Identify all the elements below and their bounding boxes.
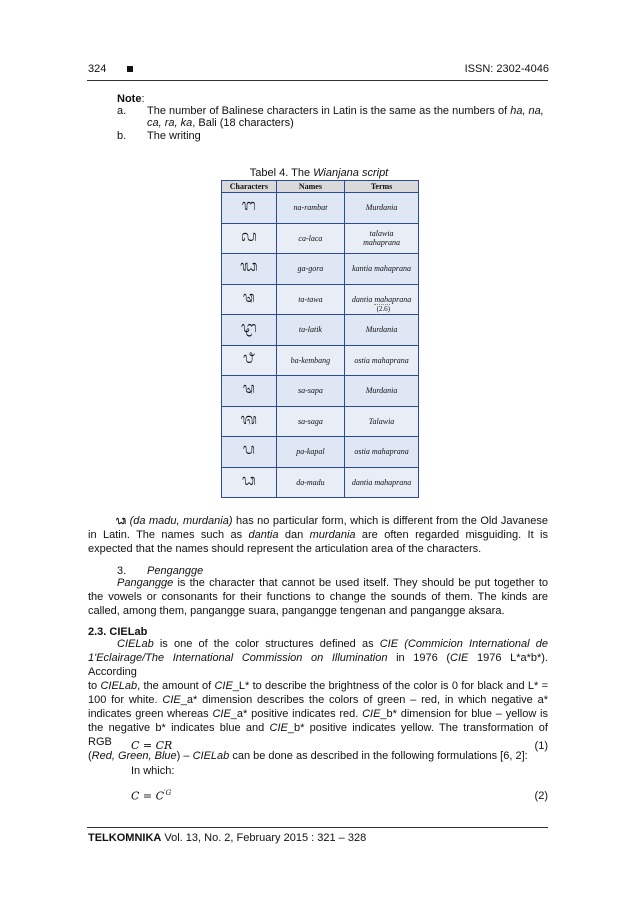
cielab-text-segment: ) – — [176, 750, 193, 762]
section-3-number: 3. — [117, 565, 127, 577]
equation-1-number: (1) — [534, 740, 548, 752]
character-glyph: ᬰ — [222, 406, 277, 437]
da-madu-glyph: ᬥ — [116, 514, 127, 527]
section-heading-cielab: 2.3. CIELab — [88, 626, 148, 638]
character-glyph: ᬱ — [222, 376, 277, 407]
character-term: ostia mahaprana — [345, 345, 419, 376]
cielab-line — [88, 707, 548, 721]
note-a-line2: ca, ra, ka, Bali (18 characters) — [147, 117, 294, 129]
character-name: ta-latik — [276, 315, 344, 346]
note-b-text: The writing — [147, 130, 201, 142]
section-3-title: Pengangge — [147, 565, 204, 577]
equation-1: C = CR — [131, 739, 173, 752]
equation-label: (2.6) — [374, 304, 390, 313]
cielab-text-segment: CIE (Commicion International de — [379, 638, 548, 650]
character-name: da-madu — [276, 467, 344, 498]
cielab-text-segment: _b* dimension for blue – yellow is — [380, 708, 548, 720]
page-number: 324 — [88, 63, 107, 75]
cielab-text-segment: CIELab — [192, 750, 230, 762]
character-glyph: ᬧ — [222, 437, 277, 468]
character-term: ostia mahaprana — [345, 437, 419, 468]
wianjana-table — [221, 180, 419, 498]
in-which-label: In which: — [131, 765, 175, 777]
character-name: pa-kapal — [276, 437, 344, 468]
table-row — [222, 345, 419, 376]
character-glyph: ᬥ — [222, 467, 277, 498]
note-title: Note: — [117, 93, 145, 105]
character-name: ba-kembang — [276, 345, 344, 376]
table-row — [222, 223, 419, 254]
character-glyph: ᬣ — [222, 284, 277, 315]
character-name: na-rambat — [276, 193, 344, 224]
character-term: dantia mahaprana (2.6) — [345, 284, 419, 315]
cielab-text-segment: , the amount of — [137, 680, 215, 692]
cielab-text-segment: Red, Green, Blue — [91, 750, 177, 762]
cielab-text-segment: _b* positive indicates yellow. The transformation of RGB — [88, 722, 548, 748]
header-square-icon — [127, 66, 133, 72]
character-name: sa-sapa — [276, 376, 344, 407]
issn: ISSN: 2302-4046 — [464, 63, 549, 75]
cielab-text-segment: CIE — [269, 722, 288, 734]
cielab-text-segment: _a* dimension describes the colors of green – red, in which negative a* — [180, 694, 549, 706]
note-a-line1: The number of Balinese characters in Latin is the same as the numbers of ha, na, — [147, 105, 544, 117]
character-name: sa-saga — [276, 406, 344, 437]
cielab-text-segment: to — [88, 680, 101, 692]
table-row — [222, 406, 419, 437]
header-names: Names — [276, 181, 344, 193]
character-term: Murdania — [345, 376, 419, 407]
character-term: kantia mahaprana — [345, 254, 419, 285]
note-b-prefix: b. — [117, 130, 127, 142]
cielab-text-segment: CIE — [214, 680, 233, 692]
character-term: dantia mahaprana — [345, 467, 419, 498]
table-row — [222, 193, 419, 224]
header-terms: Terms — [345, 181, 419, 193]
table-row — [222, 376, 419, 407]
cielab-line — [88, 651, 548, 679]
table-caption: Tabel 4. The Wianjana script — [249, 167, 389, 179]
table-row — [222, 467, 419, 498]
character-glyph: ᬗ — [222, 193, 277, 224]
table-row — [222, 315, 419, 346]
cielab-text-segment: CIE — [212, 708, 231, 720]
character-term: Talawia — [345, 406, 419, 437]
character-glyph: ᬝ — [222, 315, 277, 346]
cielab-line — [88, 679, 548, 693]
cielab-text-segment: ( — [88, 750, 92, 762]
character-name: ga-gora — [276, 254, 344, 285]
cielab-text-segment: the negative b* indicates blue and — [88, 722, 270, 734]
character-name: ta-tawa — [276, 284, 344, 315]
cielab-text-segment: CIE — [362, 708, 381, 720]
table-header-row — [222, 181, 419, 193]
cielab-text-segment: CIELab — [100, 680, 138, 692]
footer-citation: TELKOMNIKA Vol. 13, No. 2, February 2015 : 321 – 328 — [88, 832, 367, 844]
table-row — [222, 284, 419, 315]
character-term: talawia mahaprana — [345, 223, 419, 254]
da-madu-paragraph: ᬥ (da madu, murdania) has no particular form, which is different from the Old Javanese in Latin. The names such as dantia dan murdania are often regarded misguiding. It is expected that the names should represent the articulation area of the characters. — [88, 514, 548, 555]
cielab-line — [88, 637, 548, 651]
table-row — [222, 437, 419, 468]
header-rule — [87, 80, 548, 81]
cielab-text-segment: _L* to describe the brightness of the color is 0 for black and L* = — [232, 680, 548, 692]
note-a-prefix: a. — [117, 105, 127, 117]
cielab-text-segment: CIE — [162, 694, 181, 706]
equation-2: $C = C^{'G}$ — [131, 789, 172, 803]
character-glyph: ᬙ — [222, 223, 277, 254]
cielab-text-segment: can be done as described in the following formulations [6, 2]: — [229, 750, 528, 762]
cielab-text-segment: is one of the color structures defined as — [153, 638, 380, 650]
header-characters: Characters — [222, 181, 277, 193]
character-term: Murdania — [345, 315, 419, 346]
character-term: Murdania — [345, 193, 419, 224]
character-glyph: ᬨ — [222, 345, 277, 376]
character-glyph: ᬖ — [222, 254, 277, 285]
cielab-text-segment: 1976 L*a*b*). According — [88, 652, 548, 678]
cielab-text-segment: _a* positive indicates red. — [230, 708, 363, 720]
table-row — [222, 254, 419, 285]
equation-2-number: (2) — [534, 790, 548, 802]
cielab-text-segment: CIE — [450, 652, 469, 664]
section-3-text: Pangangge is the character that cannot be used itself. They should be put together to the vowels or consonants for their functions to change the sounds of them. The kinds are called, among them, pangangge suara, pangangge tengenan and pangangge aksara. — [88, 577, 548, 617]
cielab-text-segment: indicates green whereas — [88, 708, 213, 720]
footer-rule — [87, 827, 548, 828]
cielab-text-segment: in 1976 ( — [387, 652, 451, 664]
cielab-line — [88, 693, 548, 707]
cielab-text-segment: CIELab — [117, 638, 154, 650]
cielab-text-segment: 100 for white. — [88, 694, 163, 706]
cielab-text-segment: 1'Eclairage/The International Commission on Illumination — [88, 652, 388, 664]
character-name: ca-laca — [276, 223, 344, 254]
